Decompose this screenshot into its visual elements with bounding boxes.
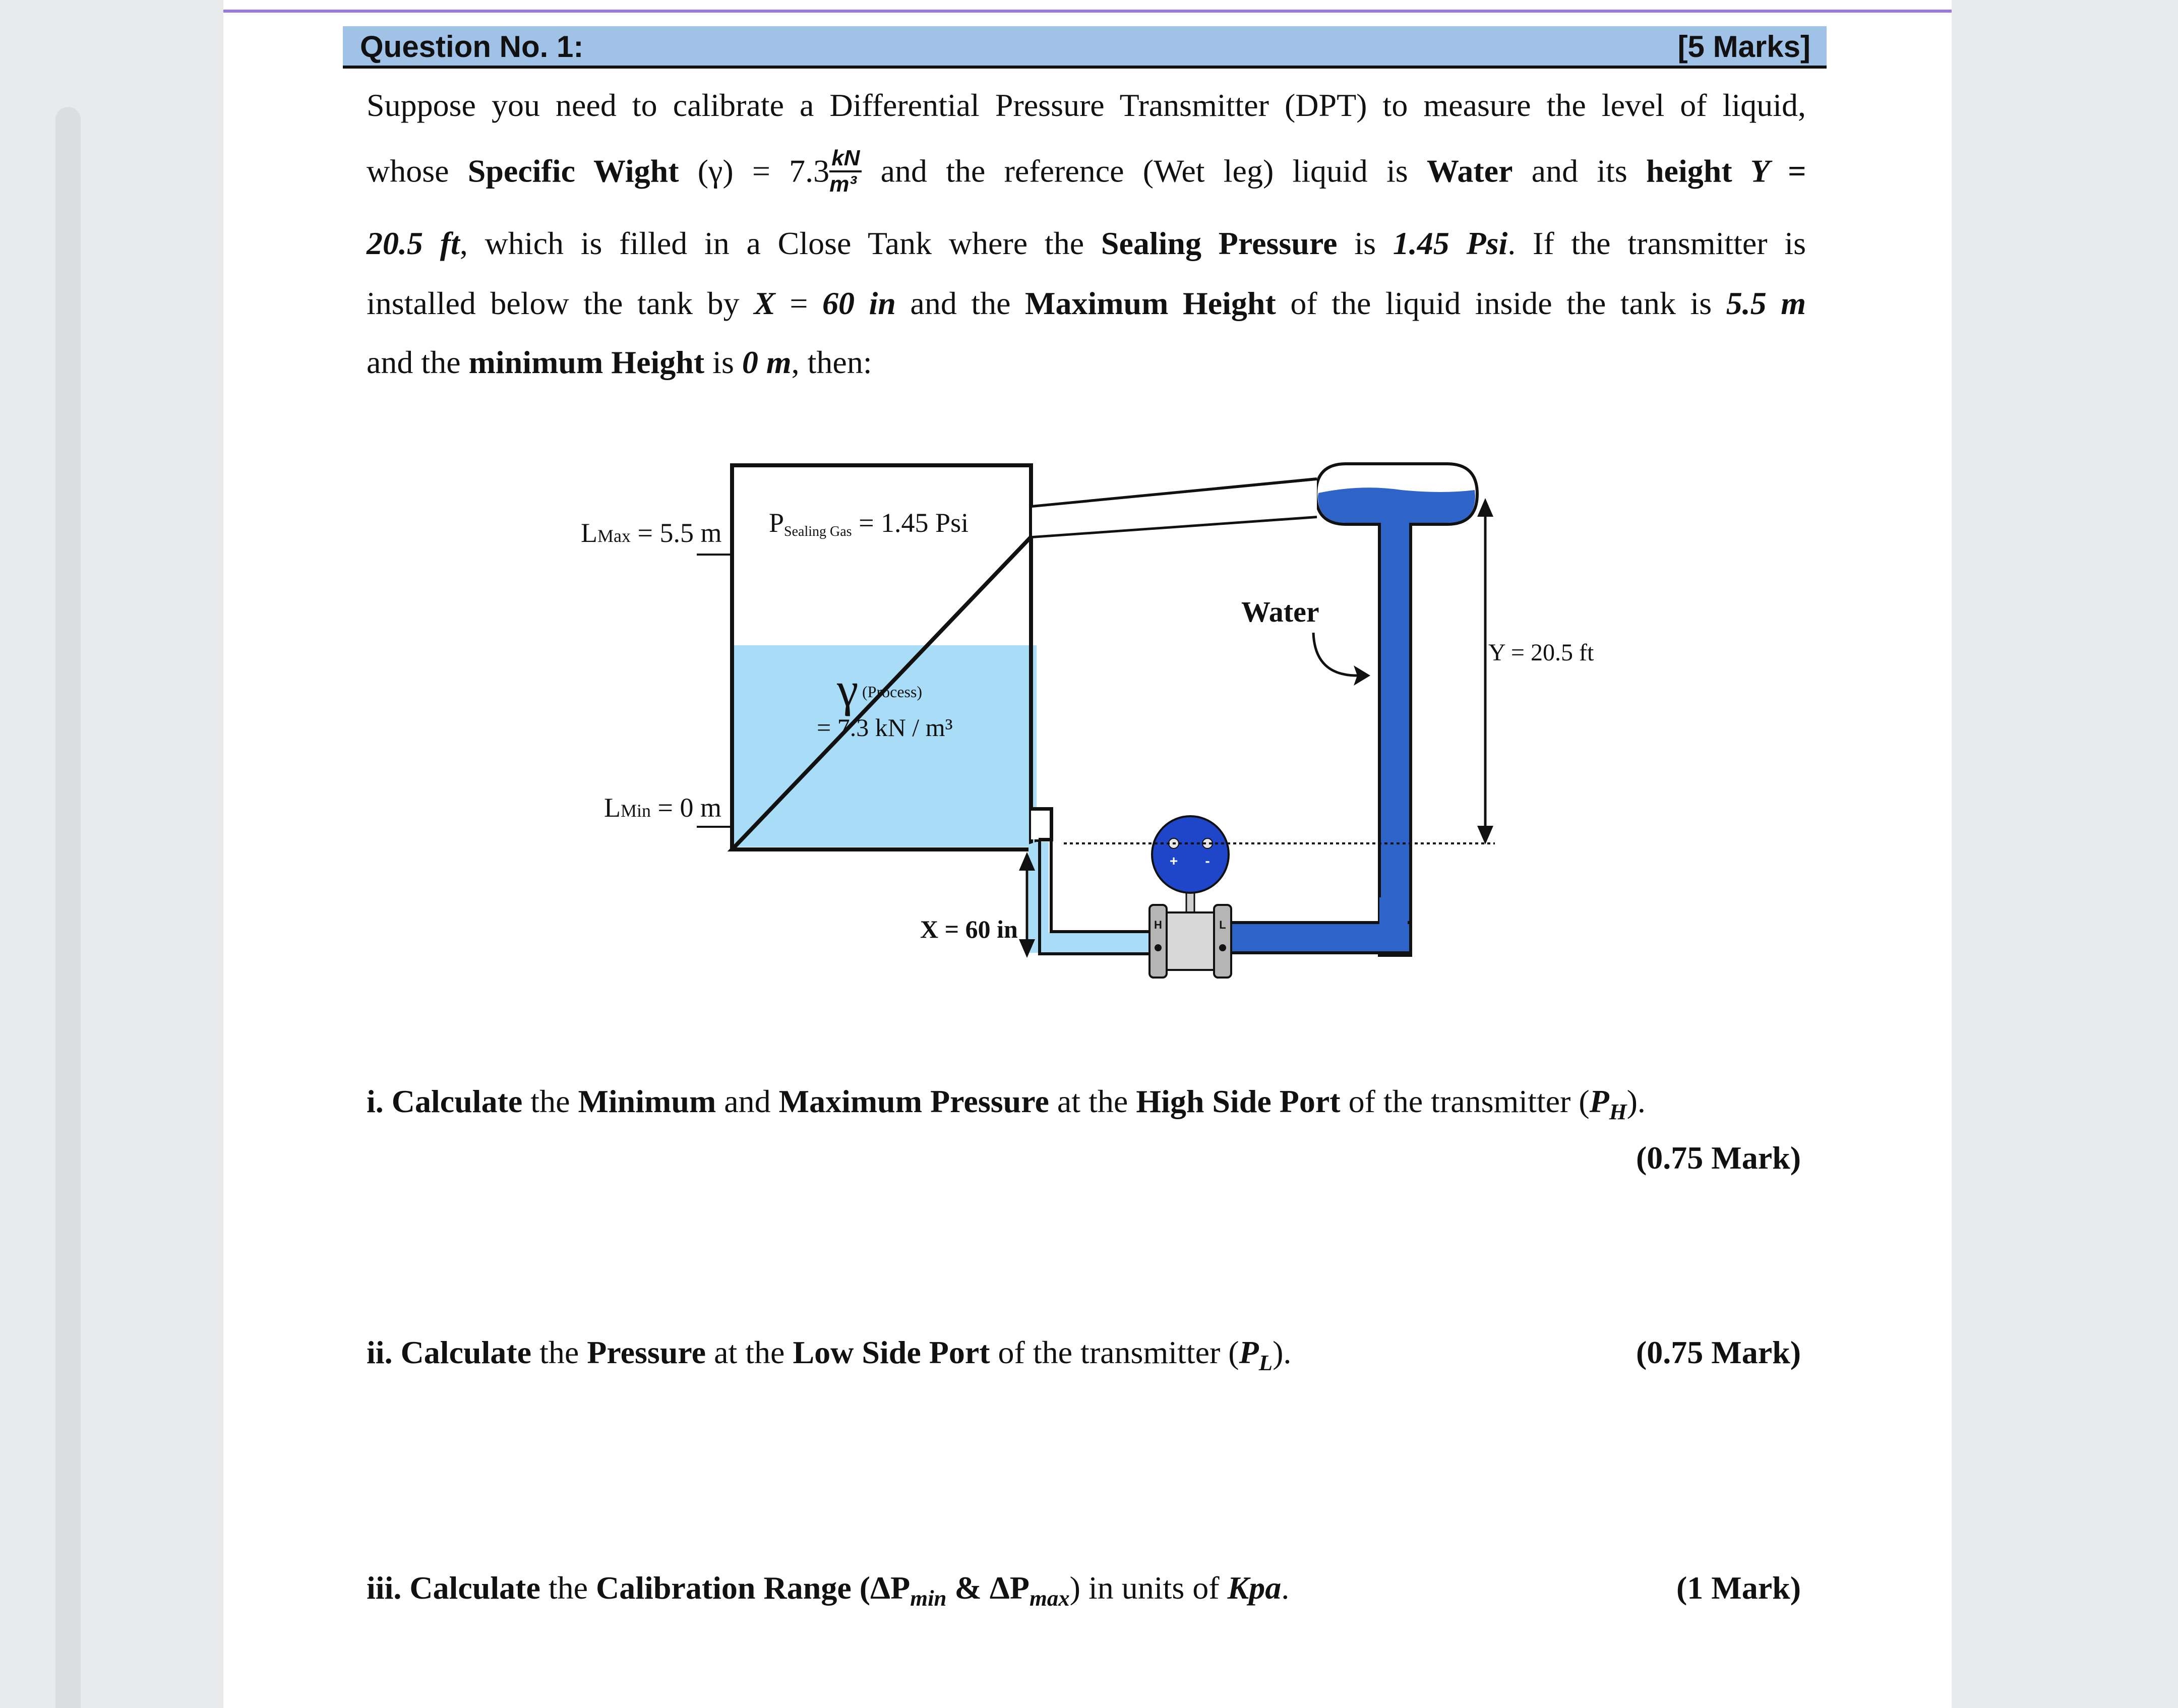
- dpt-level-diagram: [555, 444, 1644, 1059]
- question-iii-mark: (1 Mark): [1676, 1570, 1801, 1606]
- wet-leg-column: [1379, 522, 1411, 955]
- question-i: i. Calculate the Minimum and Maximum Pressure at the High Side Port of the transmitter $(P_H)$.: [367, 1083, 1646, 1124]
- question-i-mark: (0.75 Mark): [1636, 1140, 1801, 1176]
- water-pointer-arrow: [1313, 633, 1357, 676]
- unit-fraction: $\frac{kN}{\text{m³}}$: [829, 146, 862, 197]
- closed-tank: [732, 465, 1317, 849]
- port-l-label: L: [1219, 919, 1226, 931]
- question-title: Question No. 1:: [360, 30, 584, 64]
- question-iii: iii. Calculate the Calibration Range ($\Delta P_{min}$ & $\Delta P_{max}$) in units of Kpa.: [367, 1570, 1290, 1611]
- gamma-value: = 7.3 kN / m³: [817, 713, 953, 742]
- x-dimension: [920, 852, 1035, 958]
- scrollbar[interactable]: [55, 107, 81, 1708]
- problem-line-2: whose Specific Wight (γ) = 7.3 $\frac{kN}{\text{m³}}$ and the reference (Wet leg) liquid is Water and its height Y =: [367, 146, 1806, 197]
- lmax-label: LMax = 5.5 m: [581, 518, 722, 548]
- y-label: Y = 20.5 ft: [1488, 639, 1594, 666]
- problem-line-1: Suppose you need to calibrate a Differential Pressure Transmitter (DPT) to measure the level of liquid,: [367, 87, 1806, 123]
- question-header-bar: [343, 26, 1827, 69]
- transmitter-head: [1152, 816, 1229, 893]
- y-dimension: [1064, 498, 1594, 844]
- plus-sign: +: [1169, 853, 1178, 869]
- water-label: Water: [1241, 595, 1319, 628]
- question-ii: ii. Calculate the Pressure at the Low Side Port of the transmitter $(P_L)$.: [367, 1334, 1292, 1375]
- lmin-label: LMin = 0 m: [604, 792, 721, 823]
- gamma-subscript: (Process): [862, 683, 923, 701]
- low-port-flange: [1214, 905, 1231, 978]
- x-label: X = 60 in: [920, 915, 1018, 943]
- question-marks: [5 Marks]: [1677, 30, 1810, 64]
- problem-line-3: 20.5 ft, which is filled in a Close Tank where the Sealing Pressure is 1.45 Psi. If the transmitter is: [367, 225, 1806, 261]
- dp-transmitter: [1150, 816, 1231, 978]
- process-liquid: [734, 645, 1037, 847]
- problem-line-5: and the minimum Height is 0 m, then:: [367, 344, 872, 380]
- question-ii-mark: (0.75 Mark): [1636, 1334, 1801, 1370]
- wet-leg: [1225, 464, 1477, 955]
- port-h-label: H: [1154, 919, 1162, 931]
- sealing-pressure-label: PSealing Gas = 1.45 Psi: [769, 508, 969, 539]
- problem-line-4: installed below the tank by X = 60 in and the Maximum Height of the liquid inside the tank is 5.5 m: [367, 285, 1806, 321]
- top-divider: [223, 10, 1952, 13]
- gamma-symbol: γ: [837, 662, 859, 716]
- high-port-flange: [1150, 905, 1167, 978]
- minus-sign: -: [1205, 853, 1210, 869]
